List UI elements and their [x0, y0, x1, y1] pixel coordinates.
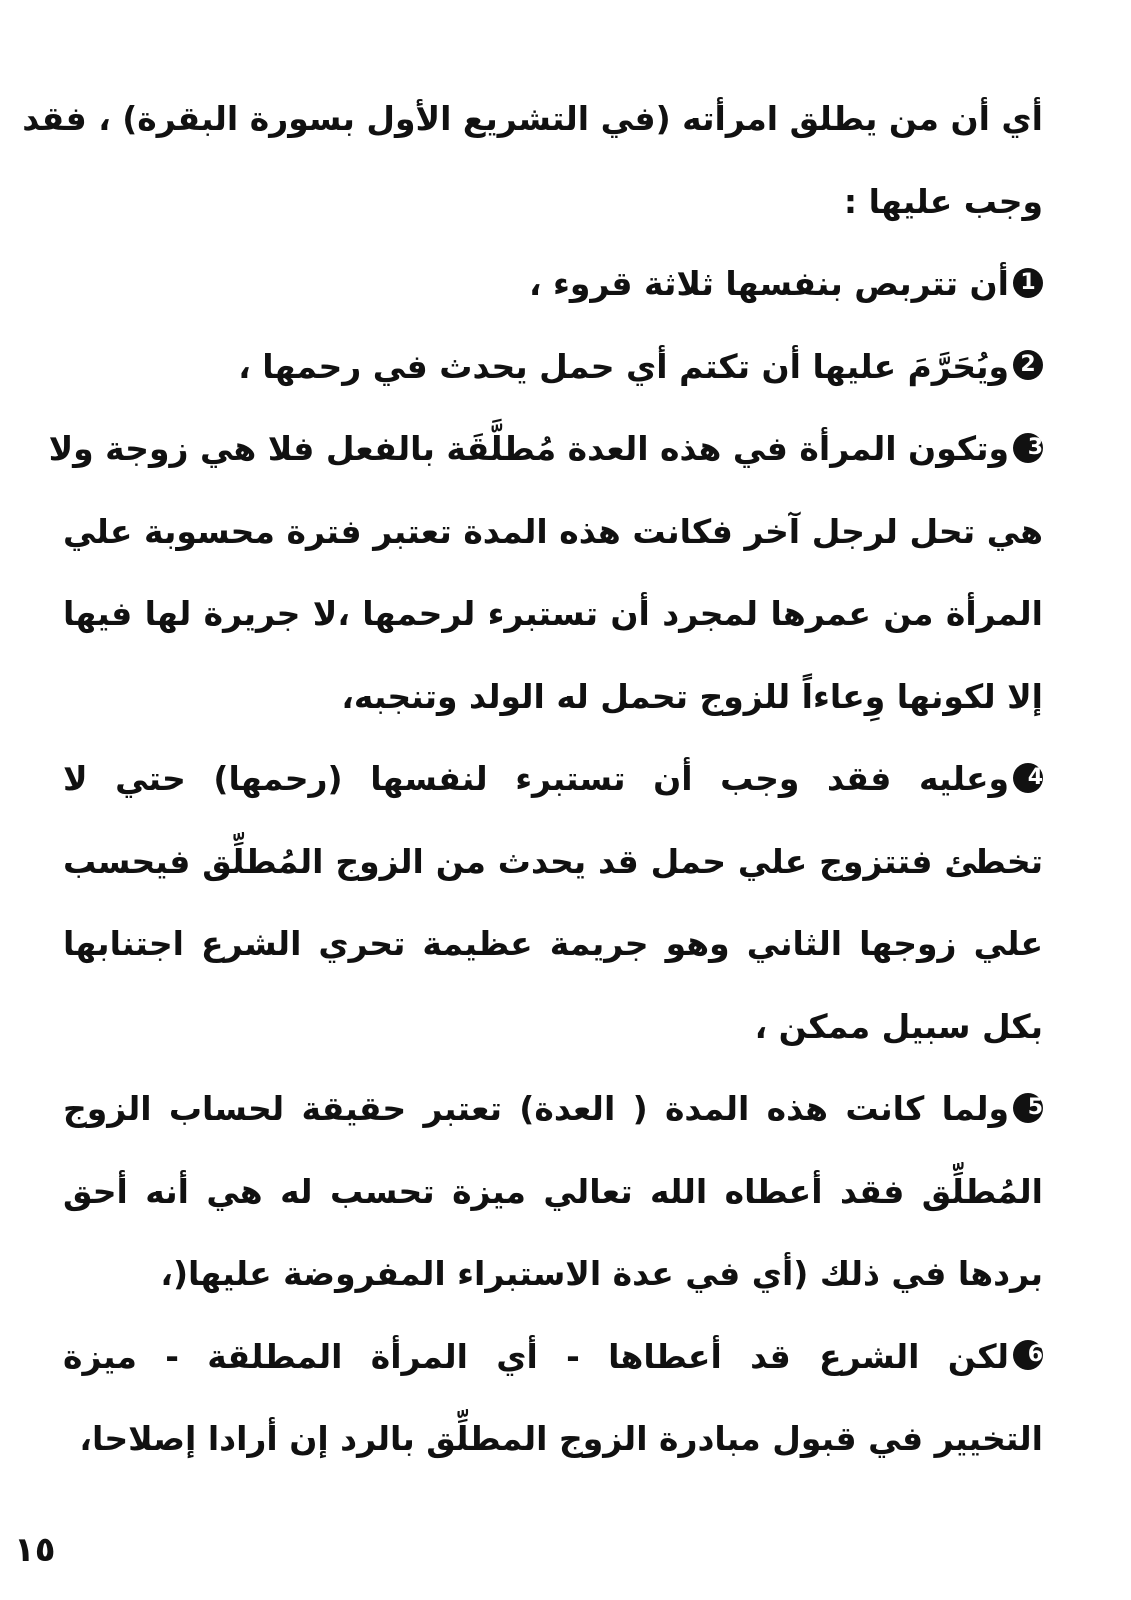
text-line: [63, 1398, 1043, 1481]
text-line: [63, 738, 1043, 821]
text-line: [48, 408, 1043, 491]
line-text: تخطئ فتتزوج علي حمل قد يحدث من الزوج المُطلِّق فيحسب: [63, 841, 1043, 881]
text-line: [63, 1316, 1043, 1399]
line-text: هي تحل لرجل آخر فكانت هذه المدة تعتبر فترة محسوبة علي: [63, 511, 1043, 551]
line-text: وعليه فقد وجب أن تستبرء لنفسها (رحمها) حتي لا: [63, 759, 1009, 798]
line-text: أن تتربص بنفسها ثلاثة قروء ،: [529, 264, 1009, 303]
line-text: أي أن من يطلق امرأته (في التشريع الأول بسورة البقرة) ، فقد: [22, 99, 1043, 138]
text-line: [63, 656, 1043, 739]
text-line: [63, 1151, 1043, 1234]
text-line: [22, 78, 1043, 161]
page-body: [22, 78, 1043, 1481]
line-text: وجب عليها :: [843, 181, 1043, 221]
line-text: المُطلِّق فقد أعطاه الله تعالي ميزة تحسب له هي أنه أحق: [63, 1171, 1043, 1211]
line-text: وتكون المرأة في هذه العدة مُطلَّقَة بالفعل فلا هي زوجة ولا: [48, 429, 1009, 468]
text-line: [63, 161, 1043, 244]
page-number: ١٥: [14, 1530, 56, 1570]
numbered-circle-marker: 2: [1013, 350, 1043, 380]
text-line: [63, 821, 1043, 904]
line-text: التخيير في قبول مبادرة الزوج المطلِّق بالرد إن أرادا إصلاحا،: [79, 1419, 1043, 1458]
line-text: إلا لكونها وِعاءاً للزوج تحمل له الولد وتنجبه،: [341, 676, 1043, 716]
line-text: بكل سبيل ممكن ،: [754, 1006, 1043, 1046]
text-line: [63, 573, 1043, 656]
line-text: بردها في ذلك (أي في عدة الاستبراء المفروضة عليها(،: [160, 1254, 1043, 1293]
line-text: ويُحَرَّمَ عليها أن تكتم أي حمل يحدث في رحمها ،: [238, 346, 1009, 386]
text-line: [63, 986, 1043, 1069]
text-line: [63, 1068, 1043, 1151]
text-line: [63, 1233, 1043, 1316]
line-text: ولما كانت هذه المدة ( العدة) تعتبر حقيقة لحساب الزوج: [63, 1089, 1009, 1128]
text-line: [63, 243, 1043, 326]
numbered-circle-marker: 6: [1013, 1340, 1043, 1370]
line-text: المرأة من عمرها لمجرد أن تستبرء لرحمها ،لا جريرة لها فيها: [63, 594, 1043, 633]
line-text: علي زوجها الثاني وهو جريمة عظيمة تحري الشرع اجتنابها: [63, 924, 1043, 963]
text-line: [63, 903, 1043, 986]
numbered-circle-marker: 3: [1013, 433, 1043, 463]
text-line: [63, 326, 1043, 409]
text-line: [63, 491, 1043, 574]
numbered-circle-marker: 1: [1013, 268, 1043, 298]
line-text: لكن الشرع قد أعطاها - أي المرأة المطلقة - ميزة: [63, 1336, 1009, 1376]
numbered-circle-marker: 5: [1013, 1093, 1043, 1123]
numbered-circle-marker: 4: [1013, 763, 1043, 793]
